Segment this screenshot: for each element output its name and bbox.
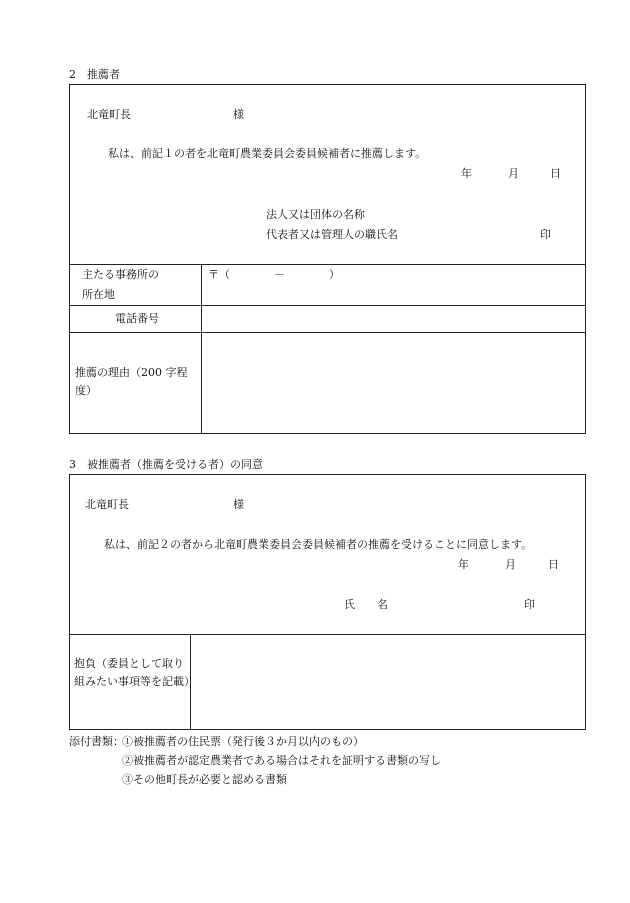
office-label-line2: 所在地: [82, 288, 115, 301]
org-name-label: 法人又は団体の名称: [266, 208, 365, 221]
date-month-label: 月: [508, 167, 519, 180]
addressee: 北竜町長: [85, 498, 129, 511]
attachment-item: ①被推薦者の住民票（発行後３か月以内のもの）: [122, 735, 364, 748]
date-year-label: 年: [458, 558, 469, 571]
addressee: 北竜町長: [87, 108, 131, 121]
date-day-label: 日: [550, 167, 561, 180]
reason-field[interactable]: [202, 333, 585, 433]
divider: [69, 264, 586, 265]
attachment-item: ③その他町長が必要と認める書類: [122, 773, 287, 786]
recommendation-statement: 私は、前記１の者を北竜町農業委員会委員候補者に推薦します。: [108, 147, 427, 160]
section3-heading: 3 被推薦者（推薦を受ける者）の同意: [69, 458, 263, 471]
honorific: 様: [233, 498, 244, 511]
consent-statement: 私は、前記２の者から北竜町農業委員会委員候補者の推薦を受けることに同意します。: [104, 538, 533, 551]
phone-label: 電話番号: [115, 312, 159, 325]
date-month-label: 月: [505, 558, 516, 571]
date-day-label: 日: [548, 558, 559, 571]
section2-heading: 2 推薦者: [69, 68, 120, 81]
nominee-name-label: 氏 名: [344, 598, 388, 611]
attachments-label: 添付書類：: [69, 735, 124, 748]
honorific: 様: [233, 108, 244, 121]
date-year-label: 年: [461, 167, 472, 180]
ambition-field[interactable]: [191, 635, 585, 729]
ambition-label: 抱負（委員として取り組みたい事項等を記載）: [74, 657, 195, 688]
attachment-item: ②被推薦者が認定農業者である場合はそれを証明する書類の写し: [122, 754, 441, 767]
seal-mark: 印: [524, 598, 535, 611]
seal-mark: 印: [540, 228, 551, 241]
representative-name-label: 代表者又は管理人の職氏名: [266, 228, 398, 241]
reason-label: 推薦の理由（200 字程度）: [75, 366, 188, 397]
postal-code-field[interactable]: 〒（ － ）: [208, 268, 340, 281]
office-label-line1: 主たる事務所の: [82, 268, 159, 281]
phone-field[interactable]: [202, 306, 585, 332]
